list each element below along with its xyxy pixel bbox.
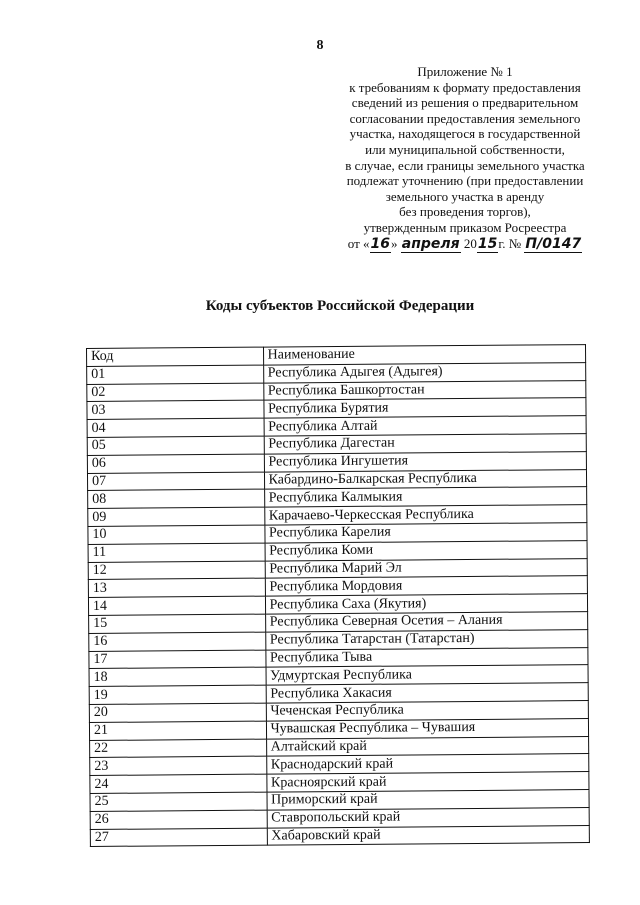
order-date-number xyxy=(330,236,600,253)
appendix-header xyxy=(330,64,600,252)
page-number: 8 xyxy=(316,38,324,53)
year-prefix: 20 xyxy=(463,235,477,251)
appendix-line: или муниципальной собственности, xyxy=(365,141,565,157)
cell-name: Чеченская Республика xyxy=(266,701,589,721)
cell-code: 26 xyxy=(90,810,267,829)
cell-name: Республика Ингушетия xyxy=(264,451,587,471)
appendix-line: без проведения торгов), xyxy=(399,204,531,220)
cell-name: Хабаровский край xyxy=(267,825,590,845)
cell-code: 10 xyxy=(88,525,265,544)
cell-code: 17 xyxy=(89,650,266,669)
cell-name: Алтайский край xyxy=(266,736,589,756)
cell-code: 19 xyxy=(89,685,266,704)
cell-name: Республика Марий Эл xyxy=(265,558,588,578)
date-prefix: от « xyxy=(347,235,370,251)
table-row xyxy=(90,825,589,847)
handwritten-month: апреля xyxy=(401,235,460,252)
cell-name: Республика Саха (Якутия) xyxy=(265,594,588,614)
date-quote-close: » xyxy=(391,235,398,251)
handwritten-day: 16 xyxy=(370,235,391,252)
cell-name: Республика Башкортостан xyxy=(263,380,586,400)
cell-code: 22 xyxy=(90,739,267,758)
cell-name: Ставропольский край xyxy=(267,807,590,827)
cell-code: 06 xyxy=(87,454,264,473)
header-code: Код xyxy=(87,347,264,366)
cell-code: 13 xyxy=(88,578,265,597)
cell-code: 04 xyxy=(87,418,264,437)
cell-name: Республика Адыгея (Адыгея) xyxy=(263,362,586,382)
cell-code: 24 xyxy=(90,774,267,793)
cell-name: Республика Северная Осетия – Алания xyxy=(265,612,588,632)
cell-name: Удмуртская Республика xyxy=(266,665,589,685)
cell-name: Республика Алтай xyxy=(264,416,587,436)
appendix-line: сведений из решения о предварительном xyxy=(351,95,579,111)
cell-name: Кабардино-Балкарская Республика xyxy=(264,469,587,489)
cell-code: 03 xyxy=(87,400,264,419)
handwritten-year: 15 xyxy=(477,235,498,252)
cell-name: Республика Бурятия xyxy=(263,398,586,418)
appendix-line: утвержденным приказом Росреестра xyxy=(363,219,567,235)
cell-code: 15 xyxy=(89,614,266,633)
appendix-line: в случае, если границы земельного участка xyxy=(345,157,585,173)
cell-code: 27 xyxy=(90,828,267,847)
cell-name: Республика Дагестан xyxy=(264,434,587,454)
cell-code: 23 xyxy=(90,756,267,775)
cell-name: Республика Татарстан (Татарстан) xyxy=(265,629,588,649)
cell-code: 02 xyxy=(87,383,264,402)
appendix-line: Приложение № 1 xyxy=(417,64,513,79)
appendix-line: подлежат уточнению (при предоставлении xyxy=(346,173,584,189)
cell-code: 16 xyxy=(89,632,266,651)
header-name: Наименование xyxy=(263,345,586,365)
table-body xyxy=(87,362,590,846)
cell-code: 07 xyxy=(87,472,264,491)
cell-name: Республика Мордовия xyxy=(265,576,588,596)
appendix-line: согласовании предоставления земельного xyxy=(349,110,581,126)
cell-code: 05 xyxy=(87,436,264,455)
cell-name: Республика Карелия xyxy=(264,523,587,543)
cell-name: Красноярский край xyxy=(266,772,589,792)
cell-name: Приморский край xyxy=(267,789,590,809)
cell-name: Карачаево-Черкесская Республика xyxy=(264,505,587,525)
cell-code: 11 xyxy=(88,543,265,562)
cell-code: 21 xyxy=(89,721,266,740)
cell-code: 14 xyxy=(88,596,265,615)
cell-name: Краснодарский край xyxy=(266,754,589,774)
cell-name: Республика Хакасия xyxy=(266,683,589,703)
cell-code: 01 xyxy=(87,365,264,384)
cell-name: Чувашская Республика – Чувашия xyxy=(266,718,589,738)
cell-code: 20 xyxy=(89,703,266,722)
number-label: г. № xyxy=(498,235,522,251)
appendix-line: земельного участка в аренду xyxy=(385,188,545,204)
region-codes-table xyxy=(86,344,590,847)
cell-name: Республика Коми xyxy=(265,540,588,560)
cell-code: 08 xyxy=(88,489,265,508)
document-title: Коды субъектов Российской Федерации xyxy=(205,298,475,314)
cell-code: 25 xyxy=(90,792,267,811)
cell-code: 18 xyxy=(89,667,266,686)
cell-code: 12 xyxy=(88,561,265,580)
cell-code: 09 xyxy=(88,507,265,526)
cell-name: Республика Калмыкия xyxy=(264,487,587,507)
cell-name: Республика Тыва xyxy=(265,647,588,667)
appendix-line: к требованиям к формату предоставления xyxy=(349,79,581,95)
handwritten-order-number: П/0147 xyxy=(525,235,582,252)
appendix-line: участка, находящегося в государственной xyxy=(349,126,581,142)
